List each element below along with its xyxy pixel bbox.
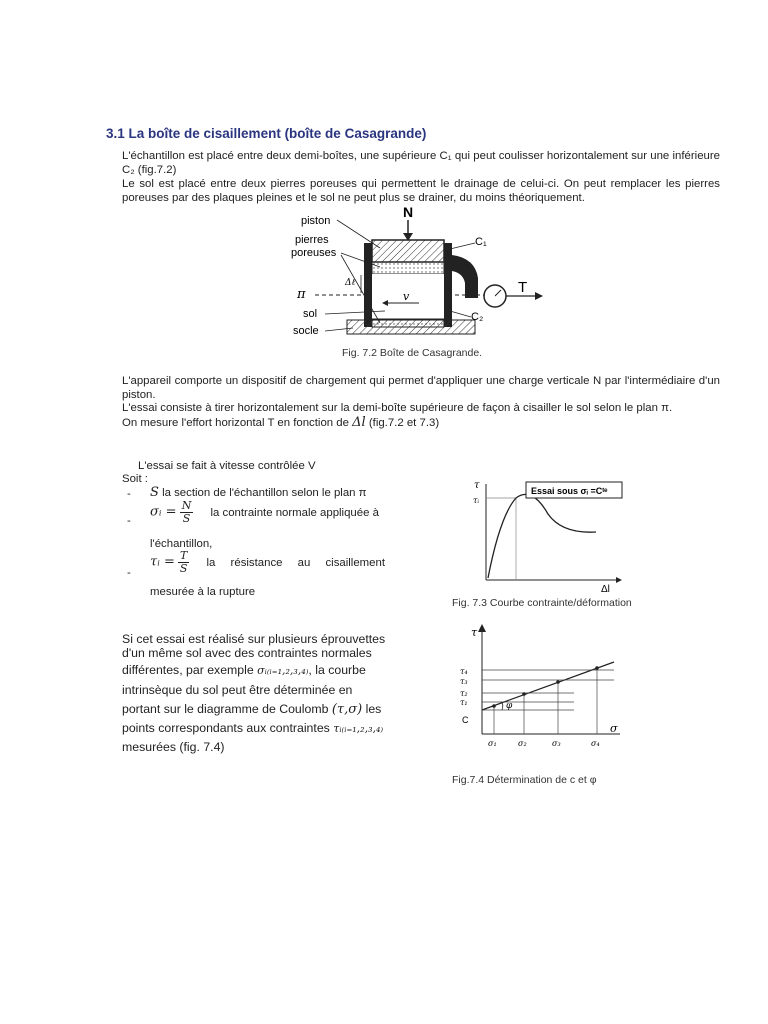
tau-i-symbol: τᵢ₍ᵢ₌₁,₂,₃,₄₎ [333, 722, 384, 736]
shear-T-label: T [518, 279, 528, 296]
bullet-tau-text-2: mesurée à la rupture [150, 586, 256, 598]
coulomb-diagram [444, 622, 624, 752]
middle-paragraph-2: L'essai consiste à tirer horizontalement sur la demi-boîte supérieure de façon à cisailler le sol selon le plan π. [122, 402, 673, 414]
bullet-tau-formula: τᵢ = $\frac{T}{S}$ la résistance au cisaillement [150, 549, 385, 575]
velocity-v-label: v [403, 290, 410, 303]
bullet-sigma-formula: σᵢ = $\frac{N}{S}$ la contrainte normale appliquée à [150, 499, 379, 525]
sigma-i-symbol: σᵢ₍ᵢ₌₁,₂,₃,₄₎ [257, 664, 309, 678]
sigma-tick-3: σ₃ [552, 739, 561, 748]
sigma-tick-4: σ₄ [591, 739, 600, 748]
fig72-caption: Fig. 7.2 Boîte de Casagrande. [342, 347, 483, 359]
data-point-1 [492, 704, 496, 708]
fig73-tau-i-tick: τᵢ [473, 496, 480, 505]
C2-label: C₂ [471, 311, 484, 323]
stress-strain-chart [470, 476, 630, 596]
phi-label: φ [506, 701, 513, 711]
sol-label: sol [303, 308, 318, 320]
tau-tick-4: τ₄ [460, 667, 468, 676]
fig73-delta-l-label: Δl [601, 584, 610, 595]
cohesion-c-label: C [462, 715, 469, 725]
tau-tick-2: τ₂ [460, 689, 468, 698]
bottom-paragraph: Si cet essai est réalisé sur plusieurs éprouvettes d'un même sol avec des contraintes normales différentes, par exemple σᵢ₍ᵢ₌₁,₂,₃,₄₎, la courbe intrinsèque du sol peut être déterminée en portant sur le diagramme de Coulomb (τ,σ) les points correspondants aux contraintes τᵢ₍ᵢ₌₁,₂,₃,₄₎ mesurées (fig. 7.4) [122, 632, 386, 755]
fig73-tau-label: τ [474, 480, 480, 491]
socle-label: socle [293, 325, 319, 337]
socle-base [347, 320, 475, 334]
delta-l-symbol: Δl [352, 415, 366, 430]
stress-strain-curve [488, 494, 596, 578]
fig73-caption: Fig. 7.3 Courbe contrainte/déformation [452, 597, 632, 609]
bullet-sigma-text-2: l'échantillon, [150, 538, 213, 550]
C1-label: C₁ [475, 236, 487, 248]
essai-line-2: Soit : [122, 473, 148, 485]
bullet-dash-2: - [127, 515, 131, 527]
poreuses-label: poreuses [291, 247, 337, 259]
top-porous-stone [372, 262, 444, 274]
tau-tick-3: τ₃ [460, 677, 468, 686]
load-N-label: N [403, 204, 414, 220]
bullet-section: S la section de l'échantillon selon le plan π [150, 485, 367, 500]
fraction-N-over-S: $\frac{N}{S}$ [181, 499, 192, 525]
essai-line-1: L'essai se fait à vitesse contrôlée V [138, 460, 316, 472]
data-point-3 [556, 680, 560, 684]
fig74-sigma-label: σ [610, 722, 618, 735]
tau-sigma-symbol: (τ,σ) [331, 701, 363, 717]
fig74-tau-label: τ [471, 626, 478, 639]
data-point-2 [522, 692, 526, 696]
piston-label: piston [301, 215, 331, 227]
delta-l-label: Δℓ [345, 278, 356, 288]
middle-paragraph-3: On mesure l'effort horizontal T en fonction de Δl (fig.7.2 et 7.3) [122, 415, 440, 430]
upper-box-right-wall [444, 243, 452, 295]
fig73-legend: Essai sous σᵢ =Cᵗᵉ [531, 486, 608, 496]
middle-paragraph-1: L'appareil comporte un dispositif de chargement qui permet d'appliquer une charge verticale N par l'intermédiaire d'un piston. [122, 375, 720, 401]
bullet-dash-1: - [127, 488, 131, 500]
intro-paragraph-2: Le sol est placé entre deux pierres poreuses qui permettent le drainage de celui-ci. On peut remplacer les pierres poreuses par des plaques pleines et le sol ne peut plus se drainer, du moins théoriquement. [122, 178, 720, 204]
upper-box-left-wall [364, 243, 372, 295]
intro-paragraph-1: L'échantillon est placé entre deux demi-boîtes, une supérieure C₁ qui peut coulisser horizontalement sur une inférieure C₂ (fig.7.2) [122, 150, 720, 176]
plane-pi-label: π [297, 287, 306, 302]
pull-attachment [452, 255, 478, 298]
tau-tick-1: τ₁ [460, 698, 468, 707]
sigma-tick-1: σ₁ [488, 739, 497, 748]
sigma-tick-2: σ₂ [518, 739, 527, 748]
section-title: 3.1 La boîte de cisaillement (boîte de Casagrande) [106, 126, 427, 141]
pierres-label: pierres [295, 234, 329, 246]
fig74-caption: Fig.7.4 Détermination de c et φ [452, 774, 597, 786]
piston-block [372, 240, 444, 262]
bullet-dash-3: - [127, 567, 131, 579]
fraction-T-over-S: $\frac{T}{S}$ [179, 549, 188, 575]
casagrande-box-diagram [285, 203, 555, 341]
data-point-4 [595, 666, 599, 670]
